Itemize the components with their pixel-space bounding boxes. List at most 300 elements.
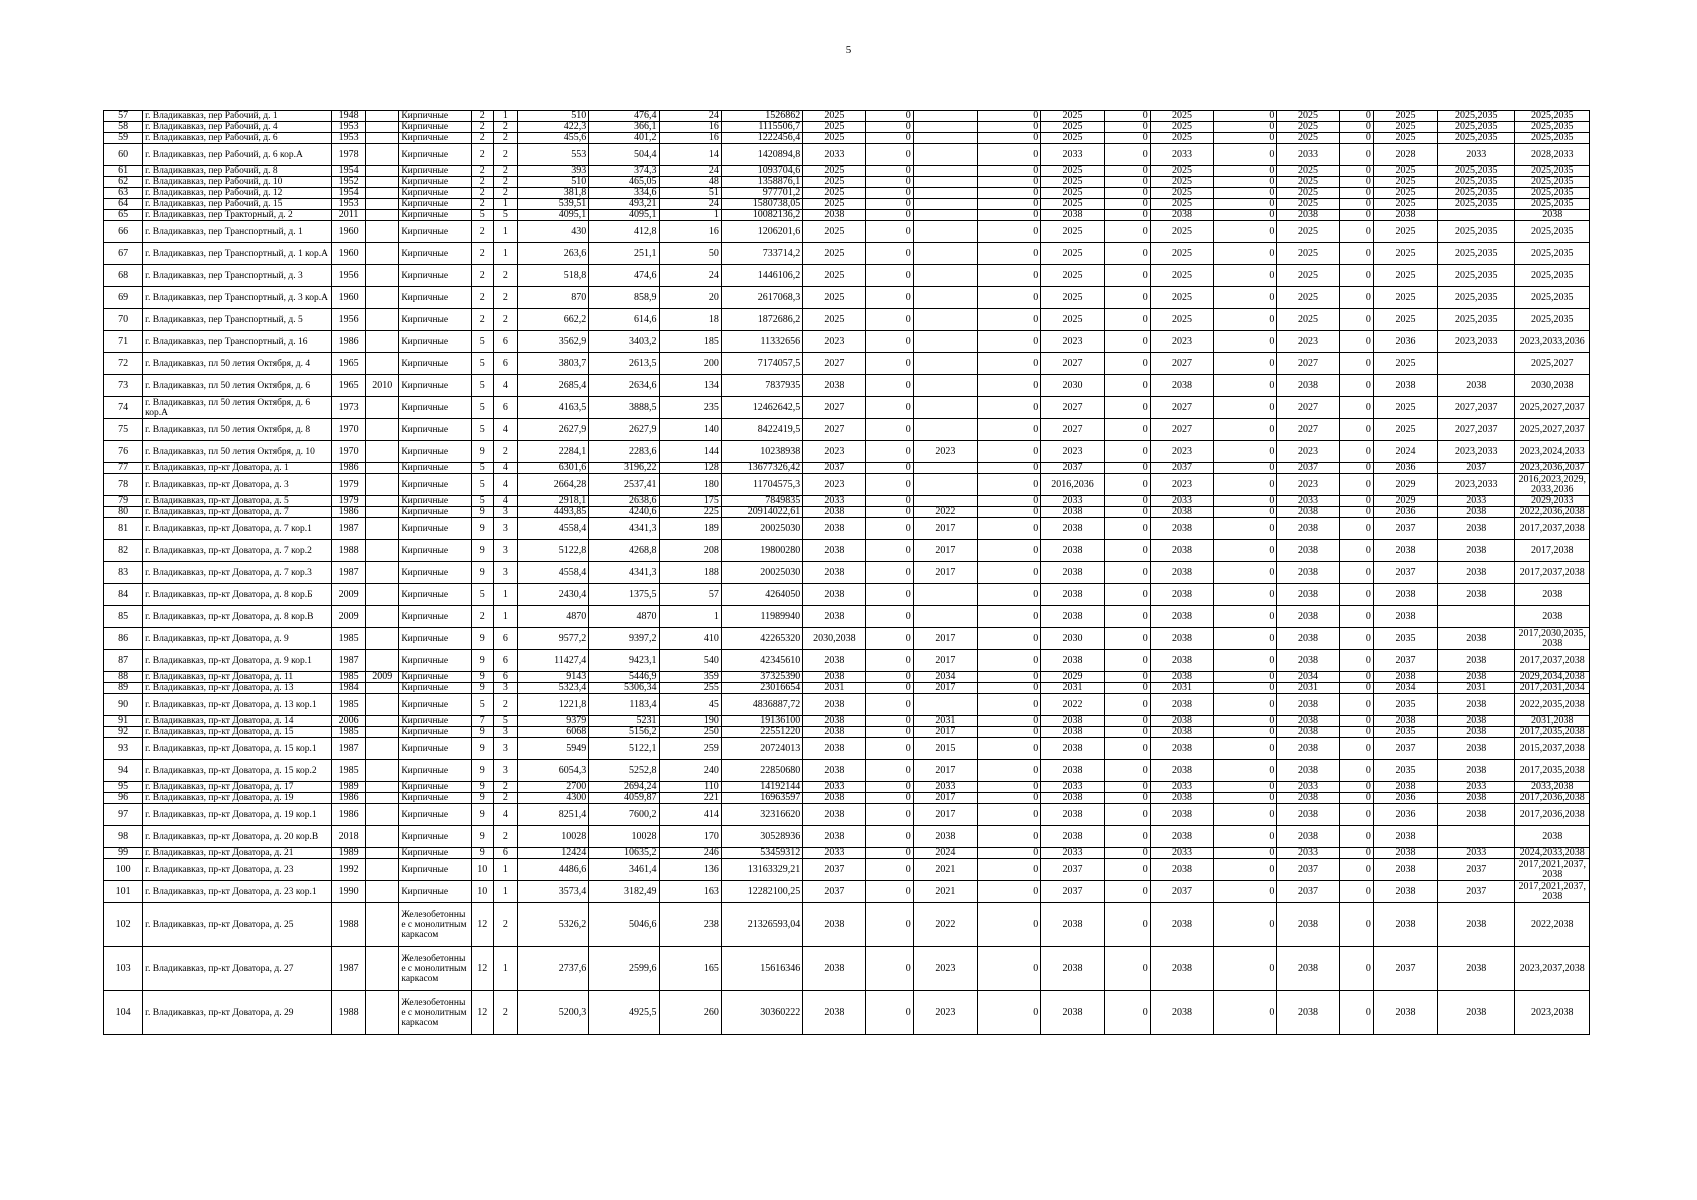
cell-year2 [366, 826, 399, 848]
cell-year: 1979 [332, 474, 366, 496]
cell-y2 [913, 397, 977, 419]
cell-y5: 2038 [1277, 826, 1339, 848]
cell-year: 1987 [332, 947, 366, 991]
cell-y2 [913, 177, 977, 188]
cell-res: 175 [659, 496, 721, 507]
cell-z2: 0 [978, 243, 1041, 265]
cell-y1: 2038 [803, 518, 866, 540]
cell-z3: 0 [1104, 859, 1150, 881]
cell-a1: 2430,4 [517, 584, 588, 606]
cell-n: 70 [104, 309, 143, 331]
cell-y2 [913, 265, 977, 287]
cell-y4: 2025 [1150, 243, 1213, 265]
cell-a2: 3403,2 [589, 331, 659, 353]
cell-y4: 2038 [1150, 507, 1213, 518]
cell-z1: 0 [866, 507, 913, 518]
cell-cost: 42265320 [721, 628, 802, 650]
cell-n: 100 [104, 859, 143, 881]
cell-en: 6 [493, 672, 517, 683]
cell-fl: 2 [471, 199, 493, 210]
cell-y6: 2037 [1373, 518, 1437, 540]
cell-y8: 2025,2027,2037 [1515, 419, 1590, 441]
cell-z4: 0 [1214, 672, 1277, 683]
cell-a1: 3573,4 [517, 881, 588, 903]
cell-z5: 0 [1339, 672, 1373, 683]
cell-a2: 474,6 [589, 265, 659, 287]
cell-z4: 0 [1214, 760, 1277, 782]
cell-z2: 0 [978, 628, 1041, 650]
cell-z1: 0 [866, 793, 913, 804]
cell-mat: Кирпичные [399, 782, 471, 793]
cell-y4: 2037 [1150, 463, 1213, 474]
cell-y3: 2038 [1041, 826, 1104, 848]
cell-z1: 0 [866, 463, 913, 474]
cell-y8: 2017,2037,2038 [1515, 650, 1590, 672]
cell-res: 359 [659, 672, 721, 683]
cell-z2: 0 [978, 199, 1041, 210]
cell-addr: г. Владикавказ, пл 50 летия Октября, д. 4 [143, 353, 332, 375]
cell-en: 3 [493, 760, 517, 782]
cell-y3: 2031 [1041, 683, 1104, 694]
cell-y8: 2025,2035 [1515, 221, 1590, 243]
table-row [104, 111, 1590, 122]
cell-cost: 1420894,8 [721, 144, 802, 166]
cell-en: 2 [493, 903, 517, 947]
cell-year2 [366, 353, 399, 375]
cell-en: 1 [493, 221, 517, 243]
cell-y3: 2038 [1041, 562, 1104, 584]
cell-n: 92 [104, 727, 143, 738]
cell-a2: 2634,6 [589, 375, 659, 397]
cell-y7: 2038 [1438, 716, 1515, 727]
cell-y5: 2038 [1277, 518, 1339, 540]
cell-en: 4 [493, 474, 517, 496]
cell-y3: 2038 [1041, 540, 1104, 562]
cell-y4: 2038 [1150, 518, 1213, 540]
cell-y5: 2025 [1277, 177, 1339, 188]
cell-z4: 0 [1214, 265, 1277, 287]
cell-n: 94 [104, 760, 143, 782]
cell-z3: 0 [1104, 584, 1150, 606]
cell-n: 101 [104, 881, 143, 903]
cell-z3: 0 [1104, 243, 1150, 265]
cell-y2 [913, 144, 977, 166]
cell-y1: 2025 [803, 111, 866, 122]
cell-a1: 1221,8 [517, 694, 588, 716]
cell-y2: 2024 [913, 848, 977, 859]
cell-y6: 2025 [1373, 133, 1437, 144]
cell-y6: 2038 [1373, 782, 1437, 793]
cell-y6: 2035 [1373, 760, 1437, 782]
cell-year2 [366, 111, 399, 122]
cell-en: 2 [493, 287, 517, 309]
cell-addr: г. Владикавказ, пр-кт Доватора, д. 29 [143, 991, 332, 1035]
cell-a1: 2664,28 [517, 474, 588, 496]
cell-fl: 9 [471, 628, 493, 650]
cell-n: 81 [104, 518, 143, 540]
cell-res: 221 [659, 793, 721, 804]
cell-year: 1953 [332, 133, 366, 144]
cell-a2: 3461,4 [589, 859, 659, 881]
cell-y4: 2038 [1150, 793, 1213, 804]
cell-y3: 2025 [1041, 221, 1104, 243]
cell-y5: 2037 [1277, 881, 1339, 903]
cell-y3: 2025 [1041, 265, 1104, 287]
cell-a1: 2737,6 [517, 947, 588, 991]
cell-z5: 0 [1339, 782, 1373, 793]
cell-fl: 9 [471, 760, 493, 782]
cell-y7: 2038 [1438, 584, 1515, 606]
cell-y8: 2017,2035,2038 [1515, 760, 1590, 782]
cell-year: 1954 [332, 166, 366, 177]
cell-y3: 2025 [1041, 177, 1104, 188]
cell-y2: 2017 [913, 562, 977, 584]
cell-y2 [913, 199, 977, 210]
cell-y6: 2025 [1373, 309, 1437, 331]
cell-y1: 2033 [803, 782, 866, 793]
cell-year: 1987 [332, 518, 366, 540]
cell-mat: Кирпичные [399, 859, 471, 881]
table-row [104, 463, 1590, 474]
cell-n: 58 [104, 122, 143, 133]
cell-addr: г. Владикавказ, пер Рабочий, д. 6 кор.А [143, 144, 332, 166]
cell-y2: 2023 [913, 991, 977, 1035]
cell-y2: 2017 [913, 760, 977, 782]
cell-mat: Кирпичные [399, 177, 471, 188]
cell-y7: 2025,2035 [1438, 309, 1515, 331]
cell-y8: 2017,2031,2034 [1515, 683, 1590, 694]
cell-res: 225 [659, 507, 721, 518]
cell-y7: 2025,2035 [1438, 221, 1515, 243]
cell-mat: Кирпичные [399, 331, 471, 353]
cell-y5: 2025 [1277, 265, 1339, 287]
cell-y5: 2038 [1277, 540, 1339, 562]
cell-en: 6 [493, 650, 517, 672]
cell-res: 238 [659, 903, 721, 947]
cell-y6: 2035 [1373, 628, 1437, 650]
cell-y4: 2038 [1150, 947, 1213, 991]
page-number: 5 [845, 44, 852, 56]
cell-y7: 2025,2035 [1438, 265, 1515, 287]
cell-y5: 2038 [1277, 716, 1339, 727]
table-row [104, 177, 1590, 188]
cell-addr: г. Владикавказ, пр-кт Доватора, д. 7 [143, 507, 332, 518]
cell-y1: 2038 [803, 562, 866, 584]
cell-z5: 0 [1339, 144, 1373, 166]
cell-z4: 0 [1214, 419, 1277, 441]
table-row [104, 826, 1590, 848]
cell-y5: 2038 [1277, 584, 1339, 606]
cell-y8: 2017,2021,2037,2038 [1515, 859, 1590, 881]
cell-res: 16 [659, 221, 721, 243]
cell-en: 1 [493, 199, 517, 210]
cell-en: 2 [493, 441, 517, 463]
cell-res: 144 [659, 441, 721, 463]
cell-a2: 4341,3 [589, 562, 659, 584]
cell-year: 1990 [332, 881, 366, 903]
cell-addr: г. Владикавказ, пр-кт Доватора, д. 19 кор.1 [143, 804, 332, 826]
cell-y4: 2038 [1150, 584, 1213, 606]
cell-y6: 2025 [1373, 419, 1437, 441]
cell-y4: 2038 [1150, 727, 1213, 738]
cell-z3: 0 [1104, 650, 1150, 672]
cell-year2 [366, 727, 399, 738]
cell-y1: 2033 [803, 496, 866, 507]
cell-y4: 2033 [1150, 144, 1213, 166]
cell-z2: 0 [978, 188, 1041, 199]
cell-a1: 6068 [517, 727, 588, 738]
cell-z3: 0 [1104, 507, 1150, 518]
cell-addr: г. Владикавказ, пр-кт Доватора, д. 5 [143, 496, 332, 507]
cell-year2 [366, 397, 399, 419]
cell-fl: 9 [471, 518, 493, 540]
cell-fl: 9 [471, 650, 493, 672]
cell-mat: Кирпичные [399, 848, 471, 859]
cell-y6: 2025 [1373, 287, 1437, 309]
cell-y1: 2037 [803, 463, 866, 474]
cell-y7: 2038 [1438, 628, 1515, 650]
cell-res: 180 [659, 474, 721, 496]
cell-cost: 20025030 [721, 518, 802, 540]
table-row [104, 265, 1590, 287]
table-row [104, 210, 1590, 221]
cell-z2: 0 [978, 760, 1041, 782]
cell-n: 75 [104, 419, 143, 441]
cell-year: 1992 [332, 859, 366, 881]
cell-a1: 381,8 [517, 188, 588, 199]
cell-z2: 0 [978, 727, 1041, 738]
cell-y8: 2017,2035,2038 [1515, 727, 1590, 738]
cell-y6: 2037 [1373, 562, 1437, 584]
cell-z4: 0 [1214, 694, 1277, 716]
cell-y8: 2030,2038 [1515, 375, 1590, 397]
cell-z5: 0 [1339, 419, 1373, 441]
cell-y5: 2038 [1277, 210, 1339, 221]
cell-z3: 0 [1104, 188, 1150, 199]
cell-a2: 4059,87 [589, 793, 659, 804]
cell-fl: 2 [471, 606, 493, 628]
cell-y4: 2038 [1150, 738, 1213, 760]
cell-z5: 0 [1339, 738, 1373, 760]
cell-y1: 2025 [803, 199, 866, 210]
cell-y1: 2038 [803, 903, 866, 947]
cell-z2: 0 [978, 166, 1041, 177]
cell-y3: 2029 [1041, 672, 1104, 683]
cell-year: 1985 [332, 628, 366, 650]
cell-mat: Кирпичные [399, 265, 471, 287]
cell-addr: г. Владикавказ, пер Рабочий, д. 1 [143, 111, 332, 122]
cell-y8: 2038 [1515, 606, 1590, 628]
cell-y1: 2038 [803, 727, 866, 738]
cell-year2 [366, 716, 399, 727]
cell-en: 1 [493, 606, 517, 628]
cell-fl: 2 [471, 309, 493, 331]
cell-y8: 2022,2035,2038 [1515, 694, 1590, 716]
cell-y2: 2038 [913, 826, 977, 848]
cell-y2 [913, 166, 977, 177]
cell-z4: 0 [1214, 947, 1277, 991]
cell-a2: 3196,22 [589, 463, 659, 474]
cell-y2 [913, 496, 977, 507]
cell-y8: 2023,2037,2038 [1515, 947, 1590, 991]
cell-n: 89 [104, 683, 143, 694]
cell-fl: 5 [471, 496, 493, 507]
cell-y6: 2038 [1373, 540, 1437, 562]
cell-z2: 0 [978, 584, 1041, 606]
cell-mat: Кирпичные [399, 628, 471, 650]
cell-z3: 0 [1104, 793, 1150, 804]
cell-y2: 2017 [913, 683, 977, 694]
cell-z5: 0 [1339, 265, 1373, 287]
cell-mat: Кирпичные [399, 133, 471, 144]
cell-res: 189 [659, 518, 721, 540]
cell-z4: 0 [1214, 606, 1277, 628]
cell-cost: 4836887,72 [721, 694, 802, 716]
cell-fl: 9 [471, 848, 493, 859]
cell-z1: 0 [866, 397, 913, 419]
cell-y4: 2033 [1150, 496, 1213, 507]
cell-z3: 0 [1104, 353, 1150, 375]
cell-year: 2006 [332, 716, 366, 727]
cell-en: 2 [493, 782, 517, 793]
cell-z5: 0 [1339, 309, 1373, 331]
cell-addr: г. Владикавказ, пр-кт Доватора, д. 11 [143, 672, 332, 683]
table-row [104, 672, 1590, 683]
cell-z1: 0 [866, 804, 913, 826]
cell-year: 2009 [332, 606, 366, 628]
cell-y8: 2017,2021,2037,2038 [1515, 881, 1590, 903]
cell-year: 2018 [332, 826, 366, 848]
cell-y8: 2025,2035 [1515, 122, 1590, 133]
cell-year: 1960 [332, 287, 366, 309]
cell-y4: 2025 [1150, 188, 1213, 199]
cell-z3: 0 [1104, 694, 1150, 716]
cell-year: 1989 [332, 848, 366, 859]
cell-cost: 15616346 [721, 947, 802, 991]
cell-y6: 2025 [1373, 265, 1437, 287]
cell-year2 [366, 628, 399, 650]
cell-y8: 2033,2038 [1515, 782, 1590, 793]
cell-n: 72 [104, 353, 143, 375]
cell-y7: 2025,2035 [1438, 287, 1515, 309]
cell-n: 77 [104, 463, 143, 474]
cell-z5: 0 [1339, 474, 1373, 496]
cell-z5: 0 [1339, 496, 1373, 507]
cell-y7: 2038 [1438, 804, 1515, 826]
cell-y4: 2033 [1150, 782, 1213, 793]
cell-mat: Кирпичные [399, 727, 471, 738]
cell-y2: 2022 [913, 903, 977, 947]
cell-en: 2 [493, 177, 517, 188]
cell-y5: 2023 [1277, 474, 1339, 496]
cell-y8: 2031,2038 [1515, 716, 1590, 727]
cell-year2: 2009 [366, 672, 399, 683]
cell-y3: 2025 [1041, 122, 1104, 133]
cell-y2: 2021 [913, 881, 977, 903]
table-row [104, 199, 1590, 210]
cell-y8: 2022,2036,2038 [1515, 507, 1590, 518]
cell-mat: Кирпичные [399, 353, 471, 375]
cell-z2: 0 [978, 463, 1041, 474]
cell-addr: г. Владикавказ, пр-кт Доватора, д. 15 кор.1 [143, 738, 332, 760]
cell-y8: 2029,2033 [1515, 496, 1590, 507]
cell-z2: 0 [978, 881, 1041, 903]
cell-year: 1960 [332, 243, 366, 265]
table-row [104, 804, 1590, 826]
cell-cost: 7174057,5 [721, 353, 802, 375]
cell-y3: 2023 [1041, 441, 1104, 463]
cell-n: 103 [104, 947, 143, 991]
cell-a1: 2685,4 [517, 375, 588, 397]
cell-res: 255 [659, 683, 721, 694]
cell-y1: 2038 [803, 694, 866, 716]
cell-year: 1970 [332, 419, 366, 441]
cell-addr: г. Владикавказ, пр-кт Доватора, д. 17 [143, 782, 332, 793]
table-row [104, 782, 1590, 793]
table-row [104, 584, 1590, 606]
cell-mat: Кирпичные [399, 166, 471, 177]
cell-y3: 2025 [1041, 199, 1104, 210]
cell-z1: 0 [866, 606, 913, 628]
cell-y8: 2025,2035 [1515, 177, 1590, 188]
cell-n: 74 [104, 397, 143, 419]
cell-n: 63 [104, 188, 143, 199]
cell-y5: 2038 [1277, 562, 1339, 584]
cell-z1: 0 [866, 221, 913, 243]
cell-a1: 263,6 [517, 243, 588, 265]
cell-y3: 2038 [1041, 606, 1104, 628]
cell-res: 188 [659, 562, 721, 584]
cell-y5: 2027 [1277, 419, 1339, 441]
table-row [104, 188, 1590, 199]
cell-y1: 2038 [803, 716, 866, 727]
cell-y2: 2023 [913, 947, 977, 991]
cell-a2: 1183,4 [589, 694, 659, 716]
cell-y3: 2027 [1041, 397, 1104, 419]
cell-y5: 2031 [1277, 683, 1339, 694]
table-row [104, 793, 1590, 804]
cell-fl: 10 [471, 881, 493, 903]
cell-y4: 2023 [1150, 474, 1213, 496]
cell-fl: 5 [471, 694, 493, 716]
cell-y8: 2022,2038 [1515, 903, 1590, 947]
cell-y2: 2017 [913, 727, 977, 738]
cell-res: 410 [659, 628, 721, 650]
cell-cost: 23016654 [721, 683, 802, 694]
cell-mat: Кирпичные [399, 540, 471, 562]
cell-z1: 0 [866, 727, 913, 738]
cell-y1: 2038 [803, 991, 866, 1035]
cell-y8: 2017,2038 [1515, 540, 1590, 562]
cell-y6: 2038 [1373, 375, 1437, 397]
cell-y3: 2038 [1041, 947, 1104, 991]
cell-addr: г. Владикавказ, пр-кт Доватора, д. 1 [143, 463, 332, 474]
cell-z1: 0 [866, 947, 913, 991]
cell-z3: 0 [1104, 144, 1150, 166]
cell-n: 86 [104, 628, 143, 650]
cell-y5: 2038 [1277, 507, 1339, 518]
cell-y3: 2030 [1041, 375, 1104, 397]
cell-y7: 2023,2033 [1438, 441, 1515, 463]
cell-y2 [913, 474, 977, 496]
cell-n: 59 [104, 133, 143, 144]
cell-z3: 0 [1104, 881, 1150, 903]
cell-z3: 0 [1104, 210, 1150, 221]
cell-mat: Кирпичные [399, 496, 471, 507]
cell-y1: 2038 [803, 540, 866, 562]
cell-en: 2 [493, 309, 517, 331]
cell-y7: 2038 [1438, 760, 1515, 782]
